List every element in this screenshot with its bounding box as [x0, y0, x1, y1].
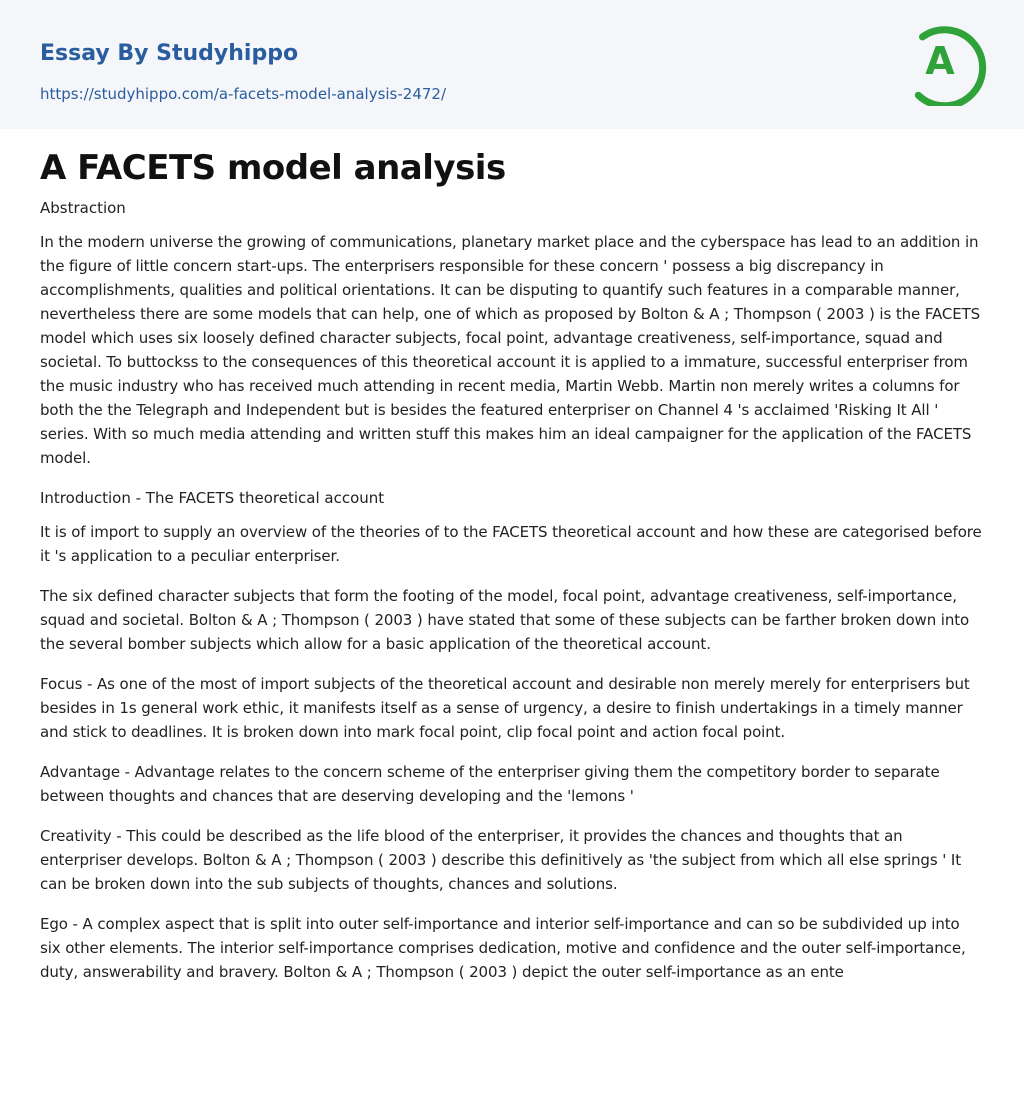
creativity-paragraph: Creativity - This could be described as the life blood of the enterpriser, it provides the chances and thoughts that an enterpriser develops. Bolton & A ; Thompson ( 2003 ) describe this definitively as 'the subject from which all else springs ' It can be broken down into the sub subjects of thoughts, chances and solutions. [40, 827, 962, 893]
focus-paragraph: Focus - As one of the most of import subjects of the theoretical account and desirable non merely merely for enterprisers but besides in 1s general work ethic, it manifests itself as a sense of urgency, a desire to finish undertakings in a timely manner and stick to deadlines. It is broken down into mark focal point, clip focal point and action focal point. [40, 675, 970, 741]
abstract-paragraph: In the modern universe the growing of communications, planetary market place and the cyberspace has lead to an addition in the figure of little concern start-ups. The enterprisers responsible for these concern ' possess a big discrepancy in accomplishments, qualities and political orientations. It can be disputing to quantify such features in a comparable manner, nevertheless there are some models that can help, one of which as proposed by Bolton & A ; Thompson ( 2003 ) is the FACETS model which uses six loosely defined character subjects, focal point, advantage creativeness, self-importance, squad and societal. To buttockss to the consequences of this theoretical account it is applied to a immature, successful enterpriser from the music industry who has received much attending in recent media, Martin Webb. Martin non merely writes a columns for both the the Telegraph and Independent but is besides the featured enterpriser on Channel 4 's acclaimed 'Risking It All ' series. With so much media attending and written stuff this makes him an ideal campaigner for the application of the FACETS model. [40, 233, 981, 467]
advantage-paragraph: Advantage - Advantage relates to the concern scheme of the enterpriser giving them the competitory border to separate between thoughts and chances that are deserving developing and the 'lemons ' [40, 763, 940, 805]
site-header [0, 0, 1024, 129]
ego-paragraph: Ego - A complex aspect that is split into outer self-importance and interior self-importance and can so be subdivided up into six other elements. The interior self-importance comprises dedication, motive and confidence and the outer self-importance, duty, answerability and bravery. Bolton & A ; Thompson ( 2003 ) depict the outer self-importance as an ente [40, 915, 966, 981]
source-url-link[interactable]: https://studyhippo.com/a-facets-model-analysis-2472/ [40, 85, 447, 103]
site-title[interactable]: Essay By Studyhippo [40, 41, 299, 66]
themes-paragraph: The six defined character subjects that form the footing of the model, focal point, advantage creativeness, self-importance, squad and societal. Bolton & A ; Thompson ( 2003 ) have stated that some of these subjects can be farther broken down into the several bomber subjects which allow for a basic application of the theoretical account. [40, 587, 970, 653]
introduction-paragraph: It is of import to supply an overview of the theories of to the FACETS theoretical account and how these are categorised before it 's application to a peculiar enterpriser. [40, 523, 982, 565]
studyhippo-logo-icon[interactable] [910, 18, 988, 106]
introduction-heading: Introduction - The FACETS theoretical account [40, 489, 385, 507]
logo-letter: A [925, 39, 955, 83]
article [40, 146, 984, 1000]
article-title: A FACETS model analysis [40, 148, 506, 188]
abstract-heading: Abstraction [40, 199, 126, 217]
